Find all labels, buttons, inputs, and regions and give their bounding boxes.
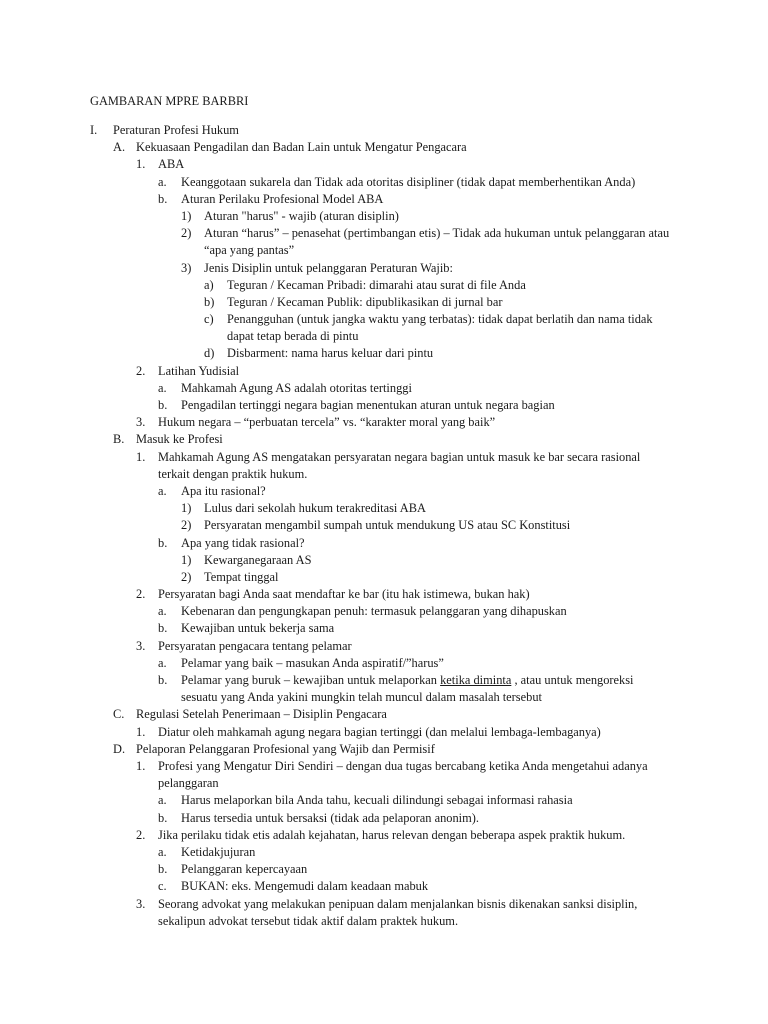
outline-line: Apa itu rasional? xyxy=(181,483,266,498)
outline-line: dapat tetap berada di pintu xyxy=(227,329,359,344)
outline-line: Masuk ke Profesi xyxy=(136,432,223,447)
outline-line: Mahkamah Agung AS adalah otoritas tertinggi xyxy=(181,380,412,395)
outline-item xyxy=(0,225,768,259)
outline-text xyxy=(181,397,555,414)
outline-item xyxy=(0,431,768,448)
outline-line: Pelaporan Pelanggaran Profesional yang Wajib dan Permisif xyxy=(136,741,435,756)
outline-item xyxy=(0,260,768,277)
outline-text xyxy=(181,174,635,191)
outline-marker: 1. xyxy=(136,724,146,739)
outline-line: Aturan Perilaku Profesional Model ABA xyxy=(181,191,384,206)
outline-text xyxy=(181,655,444,672)
outline-line: pelanggaran xyxy=(158,776,219,791)
outline-item xyxy=(0,535,768,552)
outline-item xyxy=(0,896,768,930)
outline-item xyxy=(0,380,768,397)
outline-line: sekalipun advokat tersebut tidak aktif dalam praktek hukum. xyxy=(158,913,459,928)
outline-line: Seorang advokat yang melakukan penipuan dalam menjalankan bisnis dikenakan sanksi disiplin, xyxy=(158,896,638,911)
outline-text xyxy=(158,827,625,844)
outline-text xyxy=(227,345,433,362)
outline-marker: b. xyxy=(158,810,168,825)
outline-marker: 3. xyxy=(136,896,146,911)
outline-line: Kewajiban untuk bekerja sama xyxy=(181,621,335,636)
outline-line: terkait dengan praktik hukum. xyxy=(158,466,308,481)
outline-text xyxy=(227,277,526,294)
outline-line: Kekuasaan Pengadilan dan Badan Lain untuk Mengatur Pengacara xyxy=(136,140,467,155)
outline-marker: a) xyxy=(204,277,214,292)
outline-text xyxy=(181,810,479,827)
outline-marker: 3) xyxy=(181,260,192,275)
outline-text xyxy=(113,122,239,139)
outline-marker: b. xyxy=(158,862,168,877)
outline-item xyxy=(0,156,768,173)
outline-line: Apa yang tidak rasional? xyxy=(181,535,305,550)
outline-line: Aturan “harus” – penasehat (pertimbangan etis) – Tidak ada hukuman untuk pelanggaran atau xyxy=(204,226,670,241)
outline-marker: 2) xyxy=(181,518,192,533)
outline-line: Persyaratan pengacara tentang pelamar xyxy=(158,638,352,653)
outline-item xyxy=(0,861,768,878)
outline-item xyxy=(0,758,768,792)
outline-line: Disbarment: nama harus keluar dari pintu xyxy=(227,346,434,361)
outline-text xyxy=(181,535,305,552)
outline-line: Harus tersedia untuk bersaksi (tidak ada pelaporan anonim). xyxy=(181,810,479,825)
outline-text xyxy=(204,517,570,534)
outline-text xyxy=(158,586,530,603)
outline-line: Kewarganegaraan AS xyxy=(204,552,312,567)
outline-marker: a. xyxy=(158,483,167,498)
outline-marker: 2) xyxy=(181,569,192,584)
outline-text xyxy=(227,311,653,345)
outline-line: Pelanggaran kepercayaan xyxy=(181,862,308,877)
outline-text xyxy=(136,139,467,156)
outline-item xyxy=(0,414,768,431)
outline-text xyxy=(181,380,412,397)
outline-marker: a. xyxy=(158,793,167,808)
outline-text xyxy=(227,294,502,311)
outline-marker: 2) xyxy=(181,226,192,241)
outline-line: Penangguhan (untuk jangka waktu yang terbatas): tidak dapat berlatih dan nama tidak xyxy=(227,312,653,327)
outline-marker: 1. xyxy=(136,449,146,464)
outline-item xyxy=(0,586,768,603)
outline-text xyxy=(158,363,239,380)
outline-line: Peraturan Profesi Hukum xyxy=(113,123,239,137)
outline-line: BUKAN: eks. Mengemudi dalam keadaan mabuk xyxy=(181,879,429,894)
outline-item xyxy=(0,672,768,706)
outline-item xyxy=(0,552,768,569)
outline-text xyxy=(158,896,637,930)
outline-text xyxy=(136,431,223,448)
outline-marker: b. xyxy=(158,673,168,688)
outline-line: “apa yang pantas” xyxy=(204,243,295,258)
outline-text xyxy=(136,706,387,723)
outline-text xyxy=(158,638,352,655)
outline-marker: b) xyxy=(204,294,215,309)
outline-text xyxy=(204,552,311,569)
outline-text xyxy=(181,603,567,620)
outline-line: Persyaratan mengambil sumpah untuk mendukung US atau SC Konstitusi xyxy=(204,518,571,533)
outline-marker: 1. xyxy=(136,157,146,172)
outline-item xyxy=(0,191,768,208)
outline-item xyxy=(0,122,768,139)
outline-text xyxy=(204,208,399,225)
outline-item xyxy=(0,706,768,723)
outline-line: Pelamar yang baik – masukan Anda aspiratif/”harus” xyxy=(181,655,444,670)
outline-marker: b. xyxy=(158,621,168,636)
outline-line: ABA xyxy=(158,157,185,172)
outline-item xyxy=(0,724,768,741)
outline-item xyxy=(0,844,768,861)
outline-text xyxy=(158,758,648,792)
outline-marker: a. xyxy=(158,604,167,619)
outline-marker: 1) xyxy=(181,552,192,567)
outline-text xyxy=(204,260,453,277)
outline-text xyxy=(181,861,307,878)
outline-item xyxy=(0,139,768,156)
outline-text xyxy=(204,500,426,517)
outline-marker: 1) xyxy=(181,208,192,223)
outline-marker: 3. xyxy=(136,415,146,430)
outline-marker: I. xyxy=(90,123,98,137)
outline-item xyxy=(0,397,768,414)
outline-item xyxy=(0,810,768,827)
outline-marker: A. xyxy=(113,140,126,155)
outline-line: Kebenaran dan pengungkapan penuh: termasuk pelanggaran yang dihapuskan xyxy=(181,604,567,619)
outline-marker: B. xyxy=(113,432,125,447)
outline-item xyxy=(0,277,768,294)
outline-text xyxy=(181,844,255,861)
outline-line: Profesi yang Mengatur Diri Sendiri – dengan dua tugas bercabang ketika Anda mengetahui adanya xyxy=(158,759,648,773)
outline-text xyxy=(181,191,383,208)
outline-item xyxy=(0,878,768,895)
outline-line: Ketidakjujuran xyxy=(181,844,256,859)
document-title: GAMBARAN MPRE BARBRI xyxy=(90,94,249,108)
outline-text xyxy=(181,792,573,809)
outline-marker: 1. xyxy=(136,759,146,773)
outline-line: Pengadilan tertinggi negara bagian menentukan aturan untuk negara bagian xyxy=(181,398,555,413)
outline-line: Harus melaporkan bila Anda tahu, kecuali dilindungi sebagai informasi rahasia xyxy=(181,793,573,808)
outline-line: Lulus dari sekolah hukum terakreditasi ABA xyxy=(204,501,426,516)
outline-text xyxy=(158,449,640,483)
outline-marker: b. xyxy=(158,398,168,413)
outline-line: Jenis Disiplin untuk pelanggaran Peraturan Wajib: xyxy=(204,260,453,275)
outline-marker: d) xyxy=(204,346,215,361)
outline-text xyxy=(181,483,266,500)
outline-marker: 2. xyxy=(136,827,146,842)
outline-marker: a. xyxy=(158,380,167,395)
outline-item xyxy=(0,483,768,500)
outline-line: Pelamar yang buruk – kewajiban untuk melaporkan xyxy=(181,673,441,688)
outline-item xyxy=(0,208,768,225)
outline-item xyxy=(0,620,768,637)
outline xyxy=(0,122,768,930)
outline-marker: C. xyxy=(113,707,125,722)
outline-line: Teguran / Kecaman Pribadi: dimarahi atau surat di file Anda xyxy=(227,277,526,292)
outline-marker: c) xyxy=(204,312,214,327)
outline-line: Hukum negara – “perbuatan tercela” vs. “karakter moral yang baik” xyxy=(158,415,496,430)
outline-marker: a. xyxy=(158,844,167,859)
outline-text xyxy=(158,414,495,431)
outline-item xyxy=(0,449,768,483)
outline-item xyxy=(0,311,768,345)
outline-item xyxy=(0,517,768,534)
outline-text xyxy=(136,741,435,758)
outline-marker: b. xyxy=(158,191,168,206)
outline-item xyxy=(0,363,768,380)
outline-marker: c. xyxy=(158,879,167,894)
outline-text xyxy=(181,620,334,637)
outline-line: Persyaratan bagi Anda saat mendaftar ke bar (itu hak istimewa, bukan hak) xyxy=(158,587,530,602)
outline-marker: 1) xyxy=(181,501,192,516)
outline-item xyxy=(0,741,768,758)
outline-line: Latihan Yudisial xyxy=(158,363,240,378)
outline-marker: a. xyxy=(158,174,167,189)
outline-marker: 2. xyxy=(136,363,146,378)
underlined-phrase: ketika diminta xyxy=(440,673,512,688)
outline-item xyxy=(0,792,768,809)
outline-marker: D. xyxy=(113,741,126,756)
outline-item xyxy=(0,638,768,655)
outline-item xyxy=(0,569,768,586)
outline-marker: b. xyxy=(158,535,168,550)
outline-line: Aturan "harus" - wajib (aturan disiplin) xyxy=(204,208,399,223)
outline-text xyxy=(204,225,669,259)
outline-marker: a. xyxy=(158,655,167,670)
outline-text xyxy=(158,724,601,741)
outline-item xyxy=(0,500,768,517)
outline-line: Mahkamah Agung AS mengatakan persyaratan negara bagian untuk masuk ke bar secara rasional xyxy=(158,449,641,464)
outline-text xyxy=(181,672,634,706)
outline-line: Keanggotaan sukarela dan Tidak ada otoritas disipliner (tidak dapat memberhentikan Anda) xyxy=(181,174,636,189)
outline-item xyxy=(0,827,768,844)
outline-line: Regulasi Setelah Penerimaan – Disiplin Pengacara xyxy=(136,707,387,722)
outline-marker: 2. xyxy=(136,587,146,602)
outline-line: sesuatu yang Anda yakini mungkin telah muncul dalam masalah tersebut xyxy=(181,690,542,705)
outline-item xyxy=(0,174,768,191)
outline-line: Jika perilaku tidak etis adalah kejahatan, harus relevan dengan beberapa aspek praktik hukum. xyxy=(158,827,626,842)
outline-line-continuation: , atau untuk mengoreksi xyxy=(511,673,634,688)
outline-line: Diatur oleh mahkamah agung negara bagian tertinggi (dan melalui lembaga-lembaganya) xyxy=(158,724,601,739)
outline-item xyxy=(0,294,768,311)
outline-text xyxy=(204,569,279,586)
outline-line: Teguran / Kecaman Publik: dipublikasikan di jurnal bar xyxy=(227,294,503,309)
outline-marker: 3. xyxy=(136,638,146,653)
outline-item xyxy=(0,345,768,362)
outline-text xyxy=(181,878,428,895)
outline-text xyxy=(158,156,184,173)
outline-item xyxy=(0,603,768,620)
outline-item xyxy=(0,655,768,672)
outline-line: Tempat tinggal xyxy=(204,569,279,584)
